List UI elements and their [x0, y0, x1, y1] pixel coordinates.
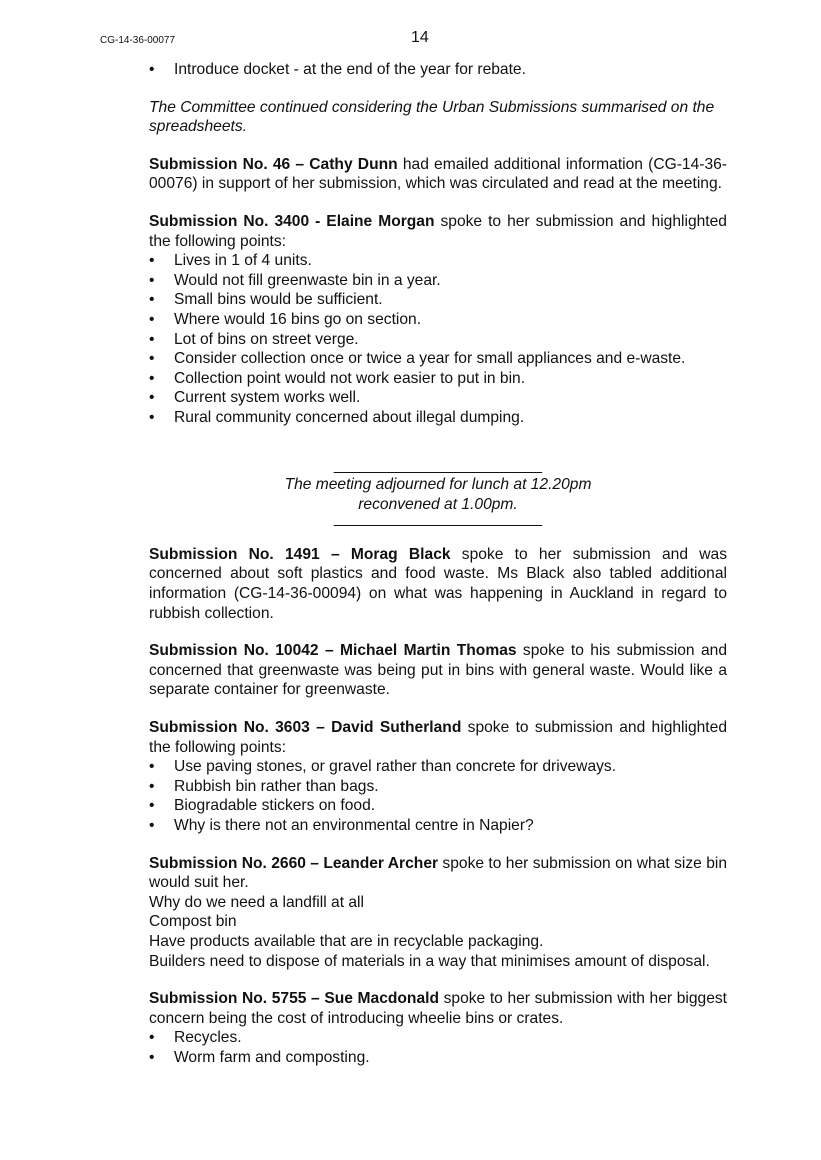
submission-46 — [149, 155, 727, 194]
submission-text: had emailed additional information (CG-14-36-00076) in support of her submission, which was circulated and read at the meeting. — [149, 155, 728, 193]
list-item: • Introduce docket - at the end of the year for rebate. — [149, 60, 727, 80]
list-item: • Current system works well. — [149, 388, 727, 408]
adjournment-block — [149, 456, 727, 529]
submission-text: spoke to her submission with her biggest concern being the cost of introducing wheelie bins or crates. — [149, 990, 727, 1027]
submission-2660 — [149, 854, 727, 893]
submission-1491 — [149, 545, 727, 623]
adjournment-line-2: reconvened at 1.00pm. — [358, 495, 518, 513]
submission-heading: Submission No. 3603 – David Sutherland — [149, 719, 462, 737]
top-bullet-list — [149, 60, 727, 80]
submission-3603 — [149, 718, 727, 757]
list-item: • Worm farm and composting. — [149, 1048, 727, 1068]
submission-10042 — [149, 641, 727, 700]
submission-text: spoke to her submission and highlighted the following points: — [149, 212, 727, 250]
document-id: CG-14-36-00077 — [100, 35, 176, 46]
minutes-body — [149, 60, 727, 1068]
list-item: • Use paving stones, or gravel rather than concrete for driveways. — [149, 757, 727, 777]
submission-2660-line: Have products available that are in recyclable packaging. — [149, 932, 544, 950]
submission-heading: Submission No. 10042 – Michael Martin Thomas — [149, 642, 517, 660]
submission-3400-points — [149, 251, 727, 427]
list-item: • Recycles. — [149, 1028, 727, 1048]
list-item: • Collection point would not work easier to put in bin. — [149, 369, 727, 389]
list-item: • Lives in 1 of 4 units. — [149, 251, 727, 271]
submission-text: spoke to her submission on what size bin would suit her. — [149, 854, 727, 892]
list-item: • Rural community concerned about illegal dumping. — [149, 408, 727, 428]
adjournment-line-1: The meeting adjourned for lunch at 12.20pm — [284, 476, 592, 494]
submission-heading: Submission No. 1491 – Morag Black — [149, 545, 451, 563]
submission-text: spoke to submission and highlighted the following points: — [149, 719, 727, 756]
submission-3400 — [149, 212, 727, 251]
submission-heading: Submission No. 3400 - Elaine Morgan — [149, 212, 435, 230]
submission-2660-line: Compost bin — [149, 913, 237, 931]
list-item: • Where would 16 bins go on section. — [149, 310, 727, 330]
list-item: • Consider collection once or twice a year for small appliances and e-waste. — [149, 349, 727, 369]
list-item: • Small bins would be sufficient. — [149, 290, 727, 310]
submission-3603-points — [149, 757, 727, 835]
list-item: • Rubbish bin rather than bags. — [149, 777, 727, 797]
divider-top: ________________________ — [333, 456, 543, 474]
submission-heading: Submission No. 5755 – Sue Macdonald — [149, 990, 439, 1008]
page-number: 14 — [411, 29, 429, 46]
submission-text: spoke to his submission and concerned that greenwaste was being put in bins with general waste. Would like a separate container for greenwaste. — [149, 642, 727, 699]
divider-bottom: ________________________ — [333, 510, 543, 528]
list-item: • Lot of bins on street verge. — [149, 330, 727, 350]
submission-heading: Submission No. 2660 – Leander Archer — [149, 854, 439, 872]
list-item: • Biogradable stickers on food. — [149, 796, 727, 816]
submission-text: spoke to her submission and was concerned about soft plastics and food waste. Ms Black also tabled additional information (CG-14-36-00094) on what was happening in Auckland in regard to rubbish collection. — [149, 545, 727, 622]
submission-heading: Submission No. 46 – Cathy Dunn — [149, 155, 398, 173]
list-item: • Would not fill greenwaste bin in a year. — [149, 271, 727, 291]
committee-note: The Committee continued considering the Urban Submissions summarised on the spreadsheets. — [149, 98, 715, 136]
submission-2660-line: Builders need to dispose of materials in a way that minimises amount of disposal. — [149, 952, 710, 970]
list-item: • Why is there not an environmental centre in Napier? — [149, 816, 727, 836]
submission-2660-line: Why do we need a landfill at all — [149, 893, 364, 911]
submission-5755 — [149, 989, 727, 1028]
submission-5755-points — [149, 1028, 727, 1067]
